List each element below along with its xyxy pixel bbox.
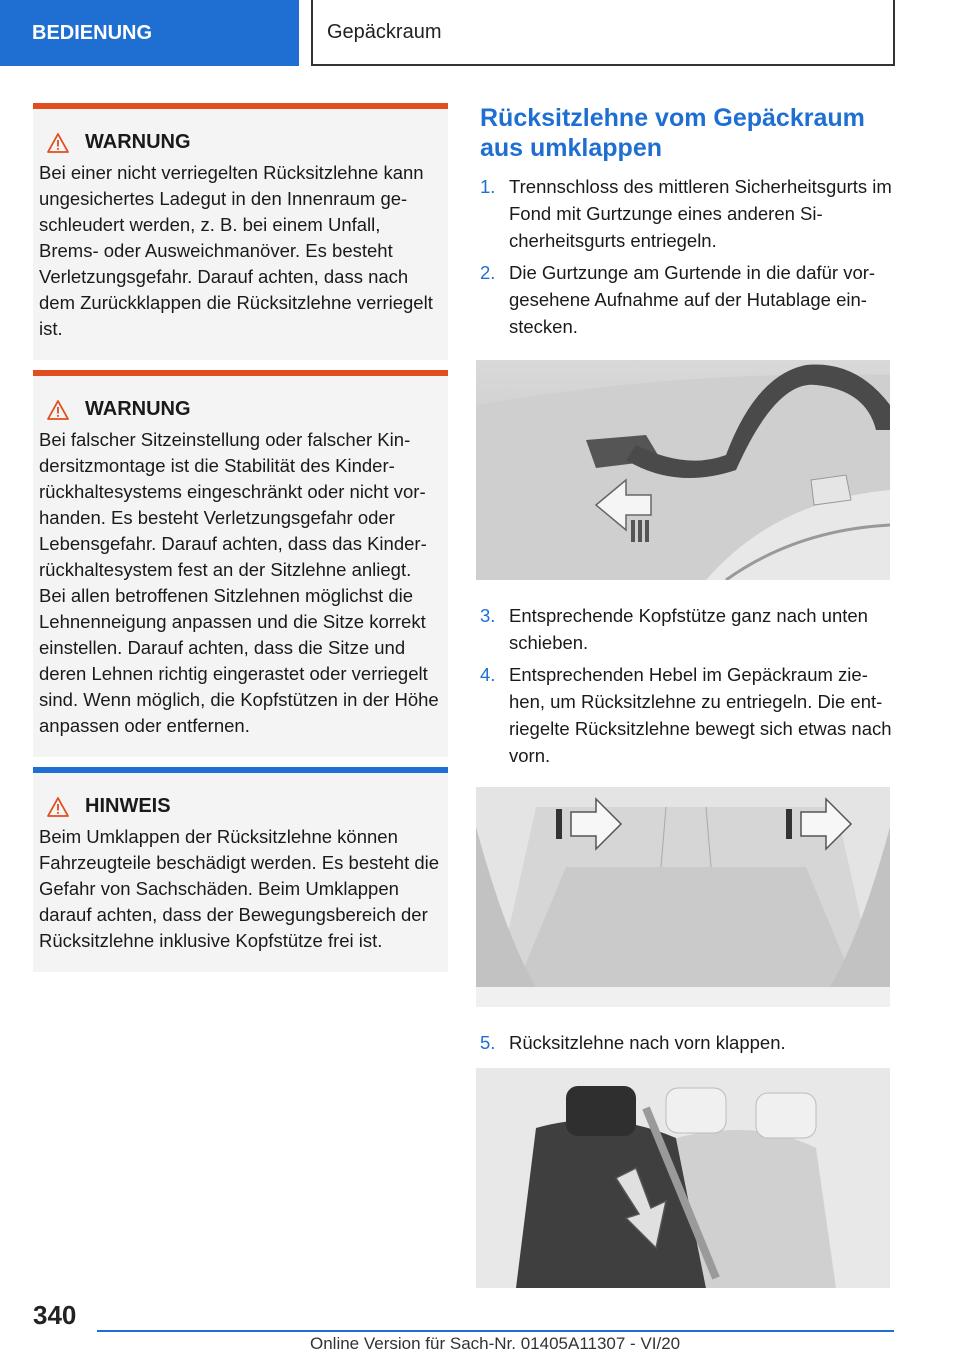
warning-triangle-icon	[47, 400, 69, 420]
header-section-label: BEDIENUNG	[32, 21, 153, 44]
page-number: 340	[33, 1300, 77, 1330]
fold-backrest-illustration	[476, 1068, 890, 1288]
step-item	[480, 602, 895, 656]
step-item	[480, 661, 895, 769]
header-topic	[311, 0, 895, 66]
step-text: Entsprechende Kopfstütze ganz nach unten schieben.	[509, 605, 868, 653]
warning-box-1	[33, 103, 448, 360]
step-item	[480, 173, 895, 254]
instruction-column	[480, 103, 895, 1310]
section-title: Rücksitzlehne vom Gepäckraum aus umklappen	[480, 104, 865, 162]
steps-list-b	[480, 602, 895, 769]
footer-divider	[97, 1330, 894, 1332]
warning-type: WARNUNG	[85, 131, 191, 153]
steps-list-c	[480, 1029, 895, 1056]
warning-box-2	[33, 370, 448, 757]
trunk-lever-illustration	[476, 787, 890, 1007]
notice-text: Beim Umklappen der Rücksitzlehne können Fahrzeugteile beschädigt werden. Es besteht die Gefahr von Sachschäden. Beim Umklappen darauf achten, dass der Bewegungsbereich der Rücksitzlehne inklusive Kopfstütze frei ist.	[39, 826, 440, 951]
belt-tongue-illustration	[476, 360, 890, 580]
step-number: 1.	[480, 176, 496, 197]
header-section	[0, 0, 299, 66]
warning-type: WARNUNG	[85, 398, 191, 420]
notice-type: HINWEIS	[85, 795, 171, 817]
notice-heading	[39, 795, 442, 818]
step-number: 4.	[480, 664, 496, 685]
step-item	[480, 1029, 895, 1056]
notice-column	[33, 103, 448, 982]
header-topic-label: Gepäckraum	[327, 20, 442, 43]
warning-text: Bei einer nicht verriegelten Rücksitzlehne kann ungesichertes Ladegut in den Innenraum geschleudert werden, z. B. bei einem Unfall, Brems- oder Ausweichmanöver. Es besteht Verletzungsgefahr. Darauf achten, dass nach dem Zurückklappen die Rücksitzlehne verriegelt ist.	[39, 162, 433, 339]
warning-triangle-icon	[47, 797, 69, 817]
warning-text: Bei falscher Sitzeinstellung oder falscher Kindersitzmontage ist die Stabilität des Kinderrückhaltesystems eingeschränkt oder nicht vorhanden. Es besteht Verletzungsgefahr oder Lebensgefahr. Darauf achten, dass das Kinderrückhaltesystem fest an der Sitzlehne anliegt. Bei allen betroffenen Sitzlehnen möglichst die Lehnenneigung anpassen und die Sitze korrekt einstellen. Darauf achten, dass die Sitze und deren Lehnen richtig eingerastet oder verriegelt sind. Wenn möglich, die Kopfstützen in der Höhe anpassen oder entfernen.	[39, 429, 439, 736]
warning-heading	[39, 131, 442, 154]
step-text: Die Gurtzunge am Gurtende in die dafür vorgesehene Aufnahme auf der Hutablage einstecken.	[509, 262, 876, 337]
notice-box	[33, 767, 448, 972]
step-text: Trennschloss des mittleren Sicherheitsgurts im Fond mit Gurtzunge eines anderen Sicherheitsgurts entriegeln.	[509, 176, 892, 251]
step-item	[480, 259, 895, 340]
warning-heading	[39, 398, 442, 421]
step-number: 2.	[480, 262, 496, 283]
warning-triangle-icon	[47, 133, 69, 153]
step-text: Rücksitzlehne nach vorn klappen.	[509, 1032, 786, 1053]
step-number: 5.	[480, 1032, 496, 1053]
step-text: Entsprechenden Hebel im Gepäckraum ziehen, um Rücksitzlehne zu entriegeln. Die entriegelte Rücksitzlehne bewegt sich etwas nach vorn.	[509, 664, 892, 766]
footer-version: Online Version für Sach-Nr. 01405A11307 - VI/20	[310, 1334, 681, 1353]
steps-list-a	[480, 173, 895, 340]
step-number: 3.	[480, 605, 496, 626]
